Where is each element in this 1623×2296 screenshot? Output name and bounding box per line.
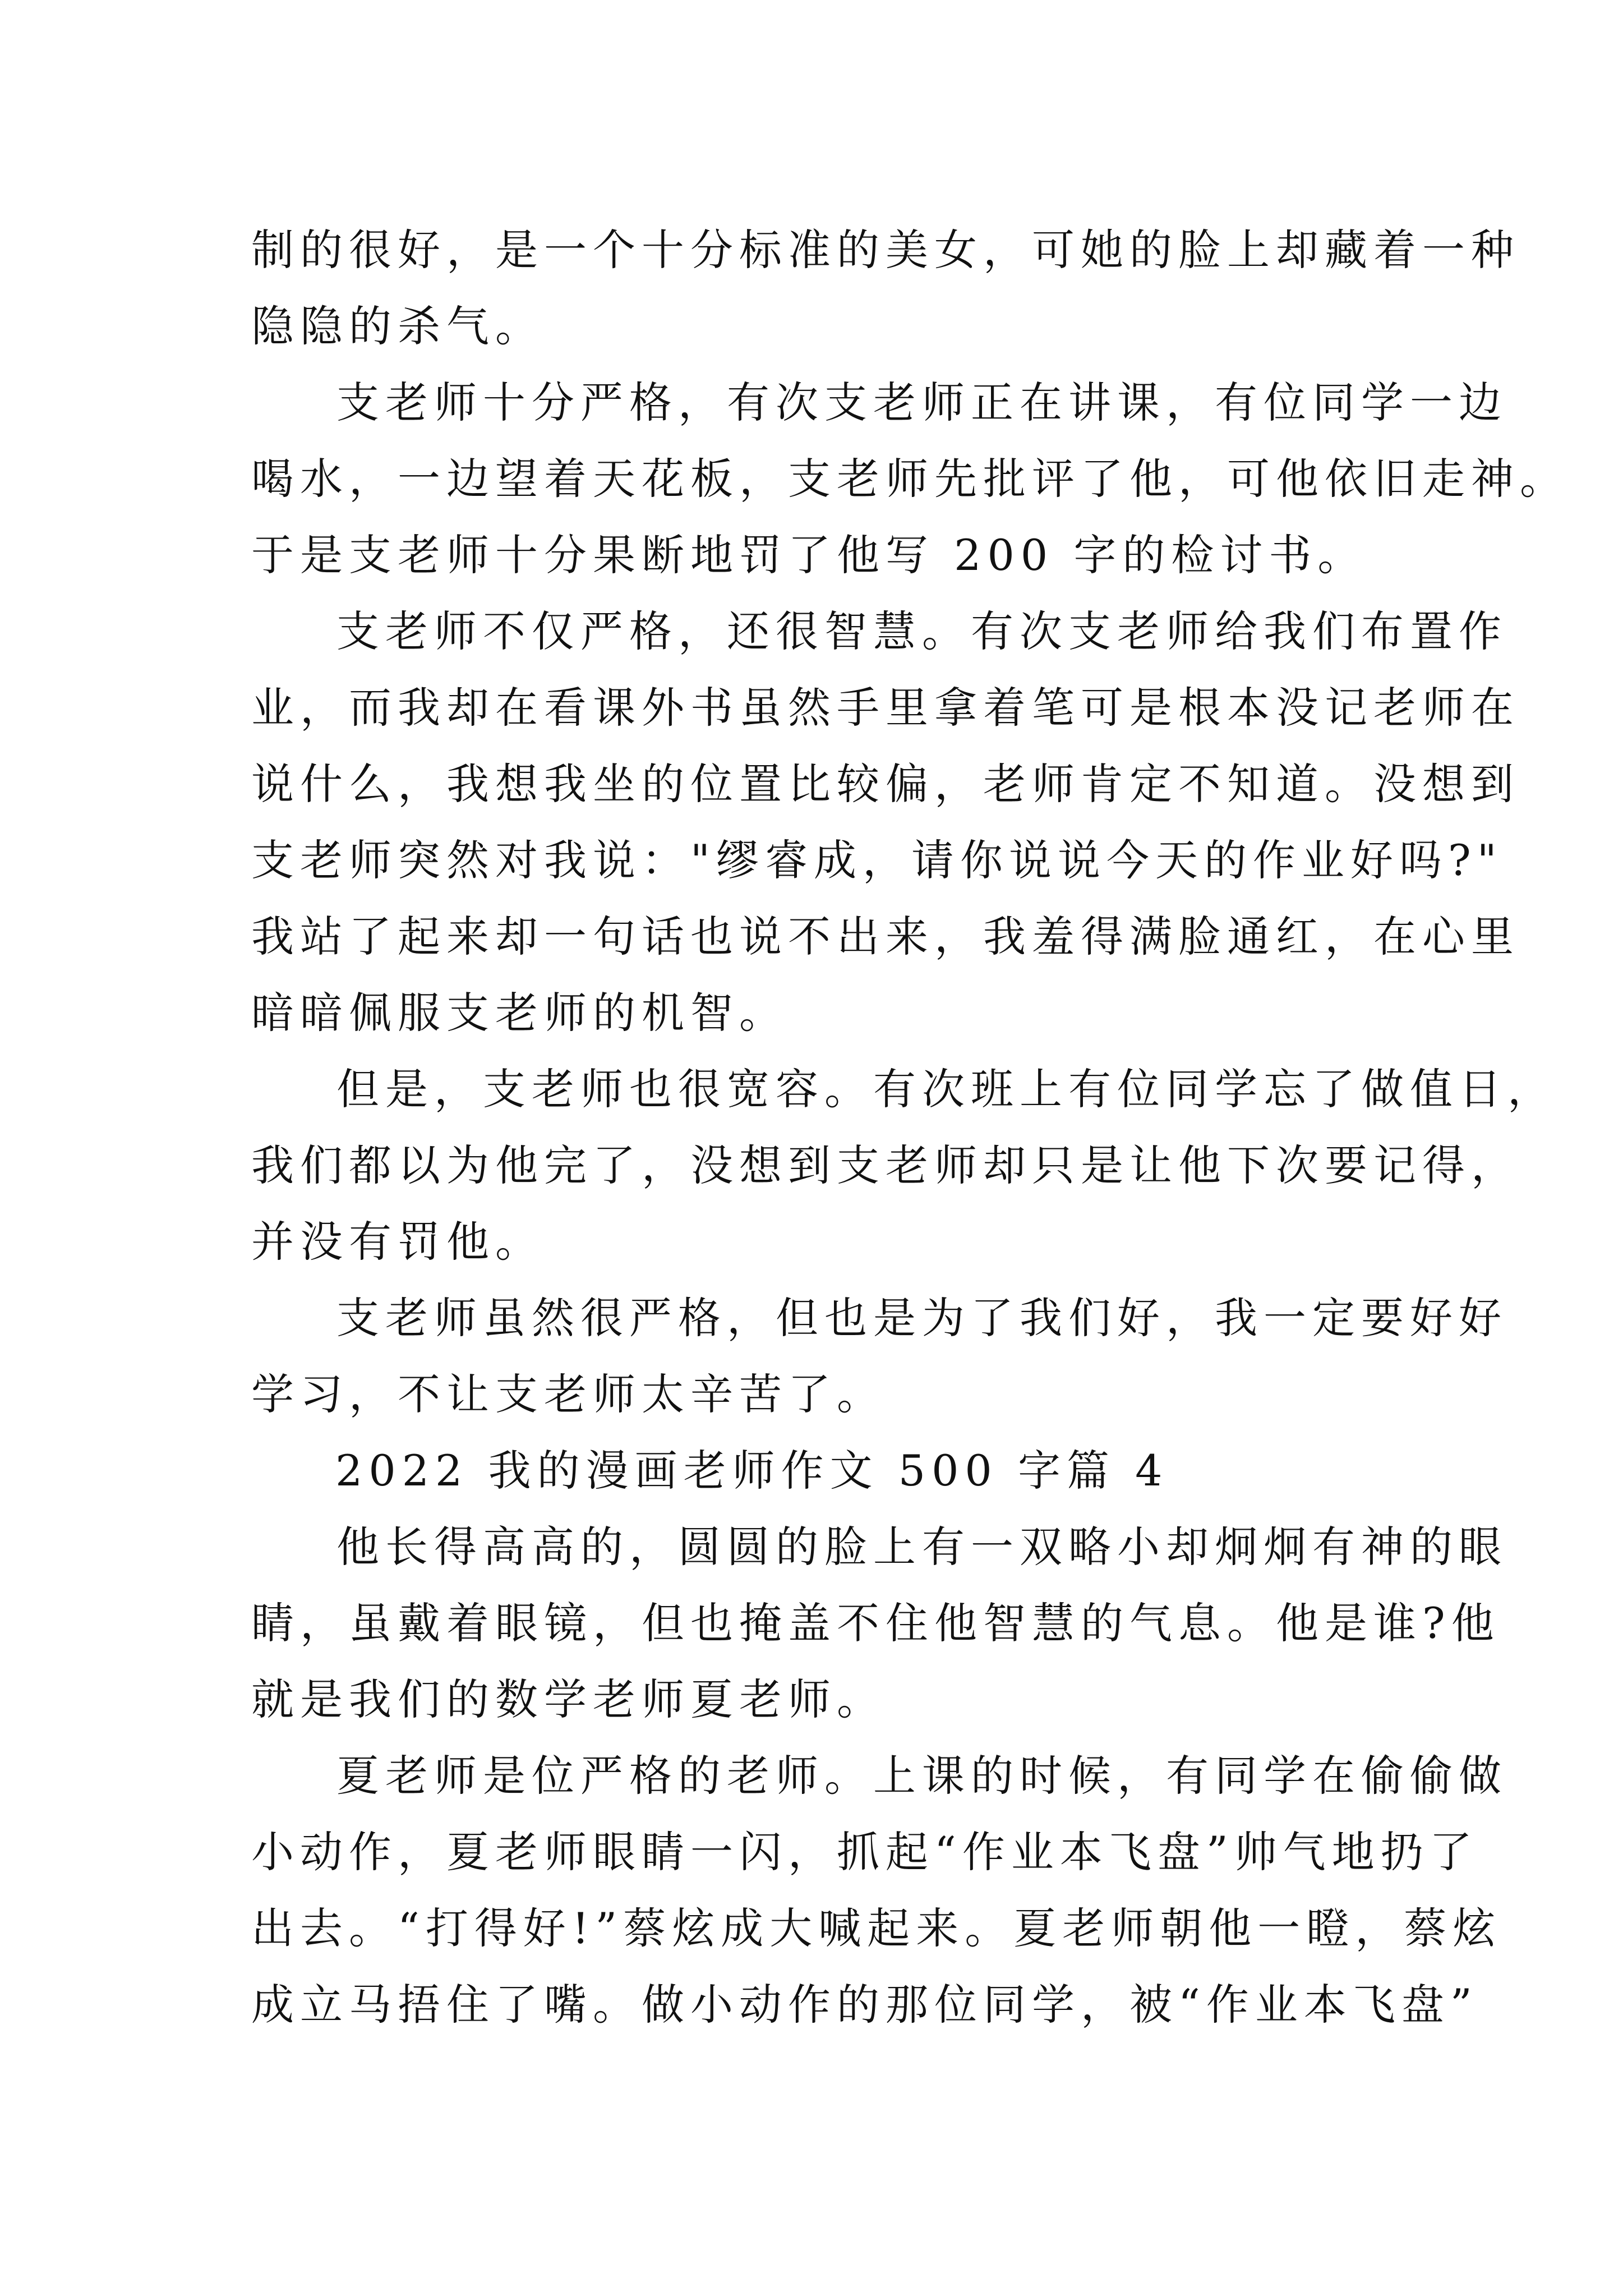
- paragraph-first-line: 支老师虽然很严格，但也是为了我们好，我一定要好好: [336, 1293, 1507, 1343]
- text-line: 我们都以为他完了，没想到支老师却只是让他下次要记得，: [251, 1140, 1520, 1190]
- text-line: 喝水，一边望着天花板，支老师先批评了他，可他依旧走神。: [251, 454, 1569, 504]
- text-line: 学习，不让支老师太辛苦了。: [251, 1369, 886, 1419]
- text-line: 支老师突然对我说："缪睿成，请你说说今天的作业好吗?": [251, 835, 1503, 885]
- essay-text: [251, 212, 1569, 2043]
- paragraph-first-line: 他长得高高的，圆圆的脸上有一双略小却炯炯有神的眼: [336, 1522, 1507, 1572]
- paragraph-first-line: 但是，支老师也很宽容。有次班上有位同学忘了做值日，: [336, 1064, 1556, 1114]
- text-line: 隐隐的杀气。: [251, 301, 544, 351]
- text-line: 并没有罚他。: [251, 1217, 544, 1267]
- section-heading: 2022 我的漫画老师作文 500 字篇 4: [335, 1446, 1169, 1496]
- text-line: 出去。“打得好!”蔡炫成大喊起来。夏老师朝他一瞪，蔡炫: [251, 1903, 1502, 1953]
- text-line: 睛，虽戴着眼镜，但也掩盖不住他智慧的气息。他是谁?他: [251, 1598, 1500, 1648]
- paragraph-first-line: 夏老师是位严格的老师。上课的时候，有同学在偷偷做: [336, 1751, 1507, 1801]
- paragraph-first-line: 支老师不仅严格，还很智慧。有次支老师给我们布置作: [336, 606, 1507, 656]
- text-line: 于是支老师十分果断地罚了他写 200 字的检讨书。: [251, 530, 1367, 580]
- text-line: 业，而我却在看课外书虽然手里拿着笔可是根本没记老师在: [251, 683, 1520, 733]
- text-line: 小动作，夏老师眼睛一闪，抓起“作业本飞盘”帅气地扔了: [251, 1827, 1478, 1877]
- text-line: 暗暗佩服支老师的机智。: [251, 988, 788, 1038]
- text-line: 制的很好，是一个十分标准的美女，可她的脸上却藏着一种: [251, 225, 1520, 275]
- paragraph-first-line: 支老师十分严格，有次支老师正在讲课，有位同学一边: [336, 378, 1507, 427]
- text-line: 我站了起来却一句话也说不出来，我羞得满脸通红，在心里: [251, 912, 1520, 961]
- text-line: 就是我们的数学老师夏老师。: [251, 1674, 886, 1724]
- text-line: 说什么，我想我坐的位置比较偏，老师肯定不知道。没想到: [251, 759, 1520, 809]
- text-line: 成立马捂住了嘴。做小动作的那位同学，被“作业本飞盘”: [251, 1980, 1478, 2030]
